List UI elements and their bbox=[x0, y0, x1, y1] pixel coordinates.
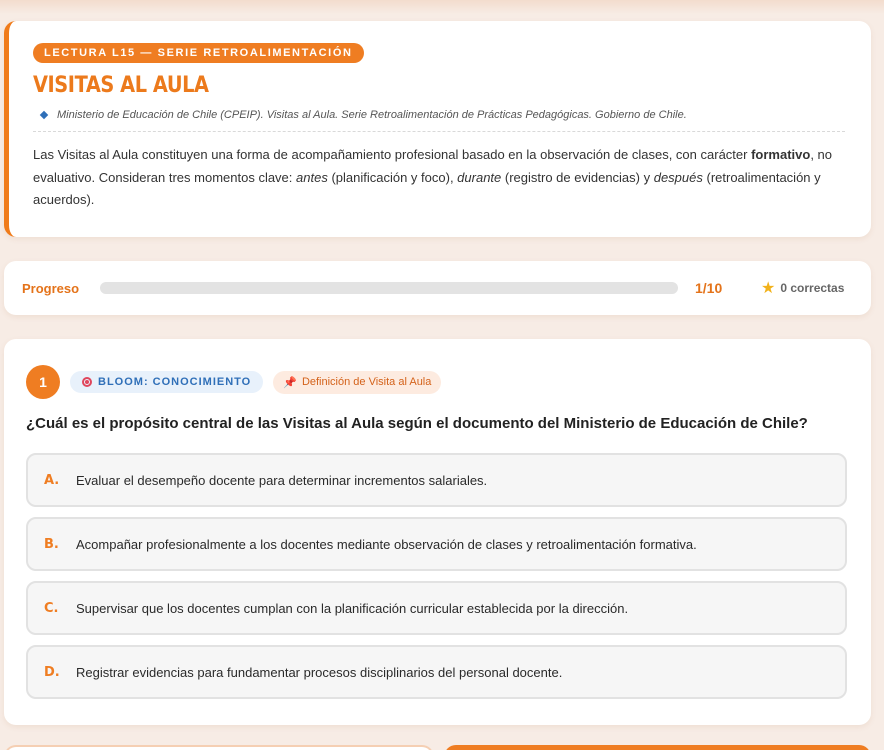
bloom-badge bbox=[70, 371, 263, 393]
target-icon bbox=[82, 377, 92, 387]
option-d[interactable] bbox=[26, 645, 847, 699]
option-text: Evaluar el desempeño docente para determinar incrementos salariales. bbox=[76, 472, 488, 488]
question-card bbox=[4, 339, 871, 725]
top-strip bbox=[0, 0, 884, 14]
progress-bar bbox=[100, 282, 678, 294]
correct-count: 0 correctas bbox=[780, 281, 845, 295]
question-header bbox=[26, 365, 847, 399]
intro-italic: durante bbox=[457, 169, 502, 185]
question-text: ¿Cuál es el propósito central de las Visitas al Aula según el documento del Ministerio de Educación de Chile? bbox=[26, 415, 808, 432]
lecture-tag: LECTURA L15 — SERIE RETROALIMENTACIÓN bbox=[33, 43, 364, 63]
intro-bold: formativo bbox=[751, 147, 811, 162]
star-icon: ★ bbox=[761, 280, 776, 297]
progress-card bbox=[4, 261, 871, 315]
pin-icon: 📌 bbox=[283, 376, 297, 389]
source-text: Ministerio de Educación de Chile (CPEIP). Visitas al Aula. Serie Retroalimentación de Prácticas Pedagógicas. Gobierno de Chile. bbox=[57, 109, 687, 121]
intro-italic: después bbox=[653, 169, 703, 185]
intro-text: (retroalimentación y acuerdos). bbox=[33, 169, 821, 207]
question-number: 1 bbox=[26, 365, 60, 399]
progress-count: 1/10 bbox=[695, 280, 723, 296]
option-text: Registrar evidencias para fundamentar procesos disciplinarios del personal docente. bbox=[76, 664, 563, 680]
topic-badge bbox=[273, 371, 441, 394]
intro-text: , no evaluativo. Consideran tres momentos clave: bbox=[33, 147, 833, 185]
option-text: Supervisar que los docentes cumplan con la planificación curricular establecida por la dirección. bbox=[76, 600, 629, 616]
option-letter: A. bbox=[44, 472, 60, 488]
diamond-bullet-icon bbox=[40, 111, 48, 119]
option-a[interactable] bbox=[26, 453, 847, 507]
lecture-header-card bbox=[4, 21, 871, 237]
answer-options bbox=[26, 453, 847, 699]
option-letter: D. bbox=[44, 664, 60, 680]
intro-paragraph bbox=[33, 144, 845, 212]
previous-button[interactable] bbox=[4, 745, 434, 750]
page-title: VISITAS AL AULA bbox=[33, 73, 209, 98]
intro-text: Las Visitas al Aula constituyen una forma de acompañamiento profesional basado en la observación de clases, con carácter bbox=[33, 147, 752, 162]
intro-text: (registro de evidencias) y bbox=[501, 169, 654, 185]
option-text: Acompañar profesionalmente a los docentes mediante observación de clases y retroalimentación formativa. bbox=[76, 536, 697, 552]
intro-italic: antes bbox=[296, 169, 328, 185]
option-letter: B. bbox=[44, 536, 59, 552]
option-b[interactable] bbox=[26, 517, 847, 571]
option-c[interactable] bbox=[26, 581, 847, 635]
next-button[interactable] bbox=[444, 745, 871, 750]
option-letter: C. bbox=[44, 600, 59, 616]
topic-label: Definición de Visita al Aula bbox=[301, 376, 432, 388]
intro-text: (planificación y foco), bbox=[327, 169, 458, 185]
progress-label: Progreso bbox=[22, 280, 80, 296]
bloom-label: BLOOM: CONOCIMIENTO bbox=[98, 376, 252, 388]
source-citation bbox=[33, 109, 845, 132]
